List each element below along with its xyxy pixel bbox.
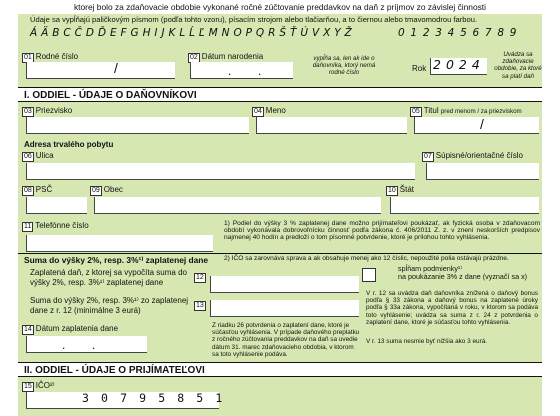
field-13-num: 13 xyxy=(196,302,204,309)
priezvisko-input[interactable] xyxy=(26,117,249,134)
zaplatena-dan-input[interactable] xyxy=(210,276,359,293)
supisne-cislo-input[interactable] xyxy=(426,163,539,180)
rodne-cislo-slash: / xyxy=(114,60,118,76)
rodne-cislo-input[interactable] xyxy=(26,62,175,79)
section-2-title: II. ODDIEL - ÚDAJE O PRIJÍMATEĽOVI xyxy=(18,362,542,377)
section-1-title: I. ODDIEL - ÚDAJE O DAŇOVNÍKOVI xyxy=(18,87,542,102)
datum-dot-2: . xyxy=(258,64,262,78)
field-05-label: 05 Titul pred menom / za priezviskom xyxy=(412,106,522,115)
birthdate-note: vypĺňa sa, len ak ide o daňovníka, ktorý nemá rodné číslo xyxy=(312,55,376,77)
suma-input[interactable] xyxy=(210,300,359,317)
footnote-2: 2) IČO sa zarovnáva sprava a ak obsahuje menej ako 12 číslic, nepoužité polia ostávajú prázdne. xyxy=(224,255,509,262)
telefon-input[interactable] xyxy=(26,235,213,252)
header-text: ktorej bolo za zdaňovacie obdobie vykonané ročné zúčtovanie preddavkov na daň z príjmov zo závislej činnosti xyxy=(73,2,486,12)
letter-sample: Á Ä B C Č D Ď E F G H I J K L Ĺ Ľ M N O P Q R Š Ť Ú V X Y Ž xyxy=(30,27,353,39)
psc-input[interactable] xyxy=(26,197,87,214)
zaplatena-dan-label: Zaplatená daň, z ktorej sa vypočíta suma do výšky 2%, resp. 3%¹⁾ zaplatenej dane xyxy=(30,268,187,287)
field-11-label: 11 Telefónne číslo xyxy=(24,221,89,230)
ulica-input[interactable] xyxy=(26,163,415,180)
field-08-label: 08 PSČ xyxy=(24,185,53,194)
splnam-text-1: spĺňam podmienky¹⁾ xyxy=(398,264,463,273)
adresa-heading: Adresa trvalého pobytu xyxy=(24,140,114,149)
field-01-label: 01 Rodné číslo xyxy=(24,52,79,61)
right-note: V r. 12 sa uvádza daň daňovníka znížená o daňový bonus podľa § 33 zákona a daňový bonus na zaplatené úroky podľa § 33a zákona, vypočítaná v roku, v ktorom sa podáva toto vyhlásenie; uvádza sa suma z r. 24 z potvrdenia o zaplatení dane, ktoré je súčasťou tohto vyhlásenia. xyxy=(366,290,538,326)
field-04-label: 04 Meno xyxy=(254,106,286,115)
field-12-num: 12 xyxy=(196,274,204,281)
right-note-2: V r. 13 suma nesmie byť nižšia ako 3 eurá. xyxy=(366,338,488,345)
digit-sample: 0 1 2 3 4 5 6 7 8 9 xyxy=(398,27,518,39)
field-02-label: 02 Dátum narodenia xyxy=(190,52,264,61)
datum-narodenia-input[interactable] xyxy=(190,62,293,79)
rok-label: Rok xyxy=(412,64,427,73)
stat-input[interactable] xyxy=(390,197,539,214)
field-10-label: 10 Štát xyxy=(388,185,415,194)
splnam-checkbox[interactable] xyxy=(362,268,376,282)
field-14-label: 14 Dátum zaplatenia dane xyxy=(24,324,119,333)
sum-divider xyxy=(18,253,542,254)
ico-value: 3 0 7 9 5 8 5 1 xyxy=(82,391,225,405)
zaplatenie-note: Z riadku 26 potvrdenia o zaplatení dane, ktoré je súčasťou vyhlásenia. V prípade daňového preplatku z ročného zúčtovania preddavkov na daň sa uvedie dátum 31. marec zdaňovacieho obdobia, v ktorom sa toto vyhlásenie podáva. xyxy=(212,322,360,358)
titul-input[interactable] xyxy=(414,117,539,134)
datum-zaplatenia-input[interactable] xyxy=(26,336,147,353)
rok-note: Uvádza sa zdaňovacie obdobie, za ktoré sa platí daň xyxy=(494,51,542,80)
sum-header: Suma do výšky 2%, resp. 3%¹⁾ zaplatenej dane xyxy=(24,255,209,265)
field-06-label: 06 Ulica xyxy=(24,151,54,160)
datum-zaplatenia-dot-2: . xyxy=(92,338,96,352)
datum-dot-1: . xyxy=(228,64,232,78)
field-07-label: 07 Súpisné/orientačné číslo xyxy=(424,151,523,160)
field-09-label: 09 Obec xyxy=(92,185,123,194)
splnam-text-2: na poukázanie 3% z dane (vyznačí sa x) xyxy=(398,272,528,281)
suma-label: Suma do výšky 2%, resp. 3%¹⁾ zo zaplatenej dane z r. 12 (minimálne 3 eurá) xyxy=(30,296,189,315)
field-03-label: 03 Priezvisko xyxy=(24,106,73,115)
instructions-text: Údaje sa vypĺňajú paličkovým písmom (podľa tohto vzoru), písacím strojom alebo tlačiarňou, a to čiernou alebo tmavomodrou farbou. xyxy=(30,15,478,24)
obec-input[interactable] xyxy=(94,197,381,214)
datum-zaplatenia-dot-1: . xyxy=(62,338,66,352)
field-15-label: 15 IČO²⁾ xyxy=(24,381,55,390)
rok-value: 2024 xyxy=(433,57,485,72)
footnote-1: 1) Podiel do výšky 3 % zaplatenej dane možno prijímateľovi poukázať, ak fyzická osoba v zdaňovacom období vykonávala dobrovoľnícku činnosť podľa zákona č. 406/2011 Z. z. v znení neskorších predpisov najmenej 40 hodín a predloží o tom písomné potvrdenie, ktoré je prílohou tohto vyhlásenia. xyxy=(224,220,540,242)
titul-slash: / xyxy=(480,116,484,132)
meno-input[interactable] xyxy=(256,117,407,134)
